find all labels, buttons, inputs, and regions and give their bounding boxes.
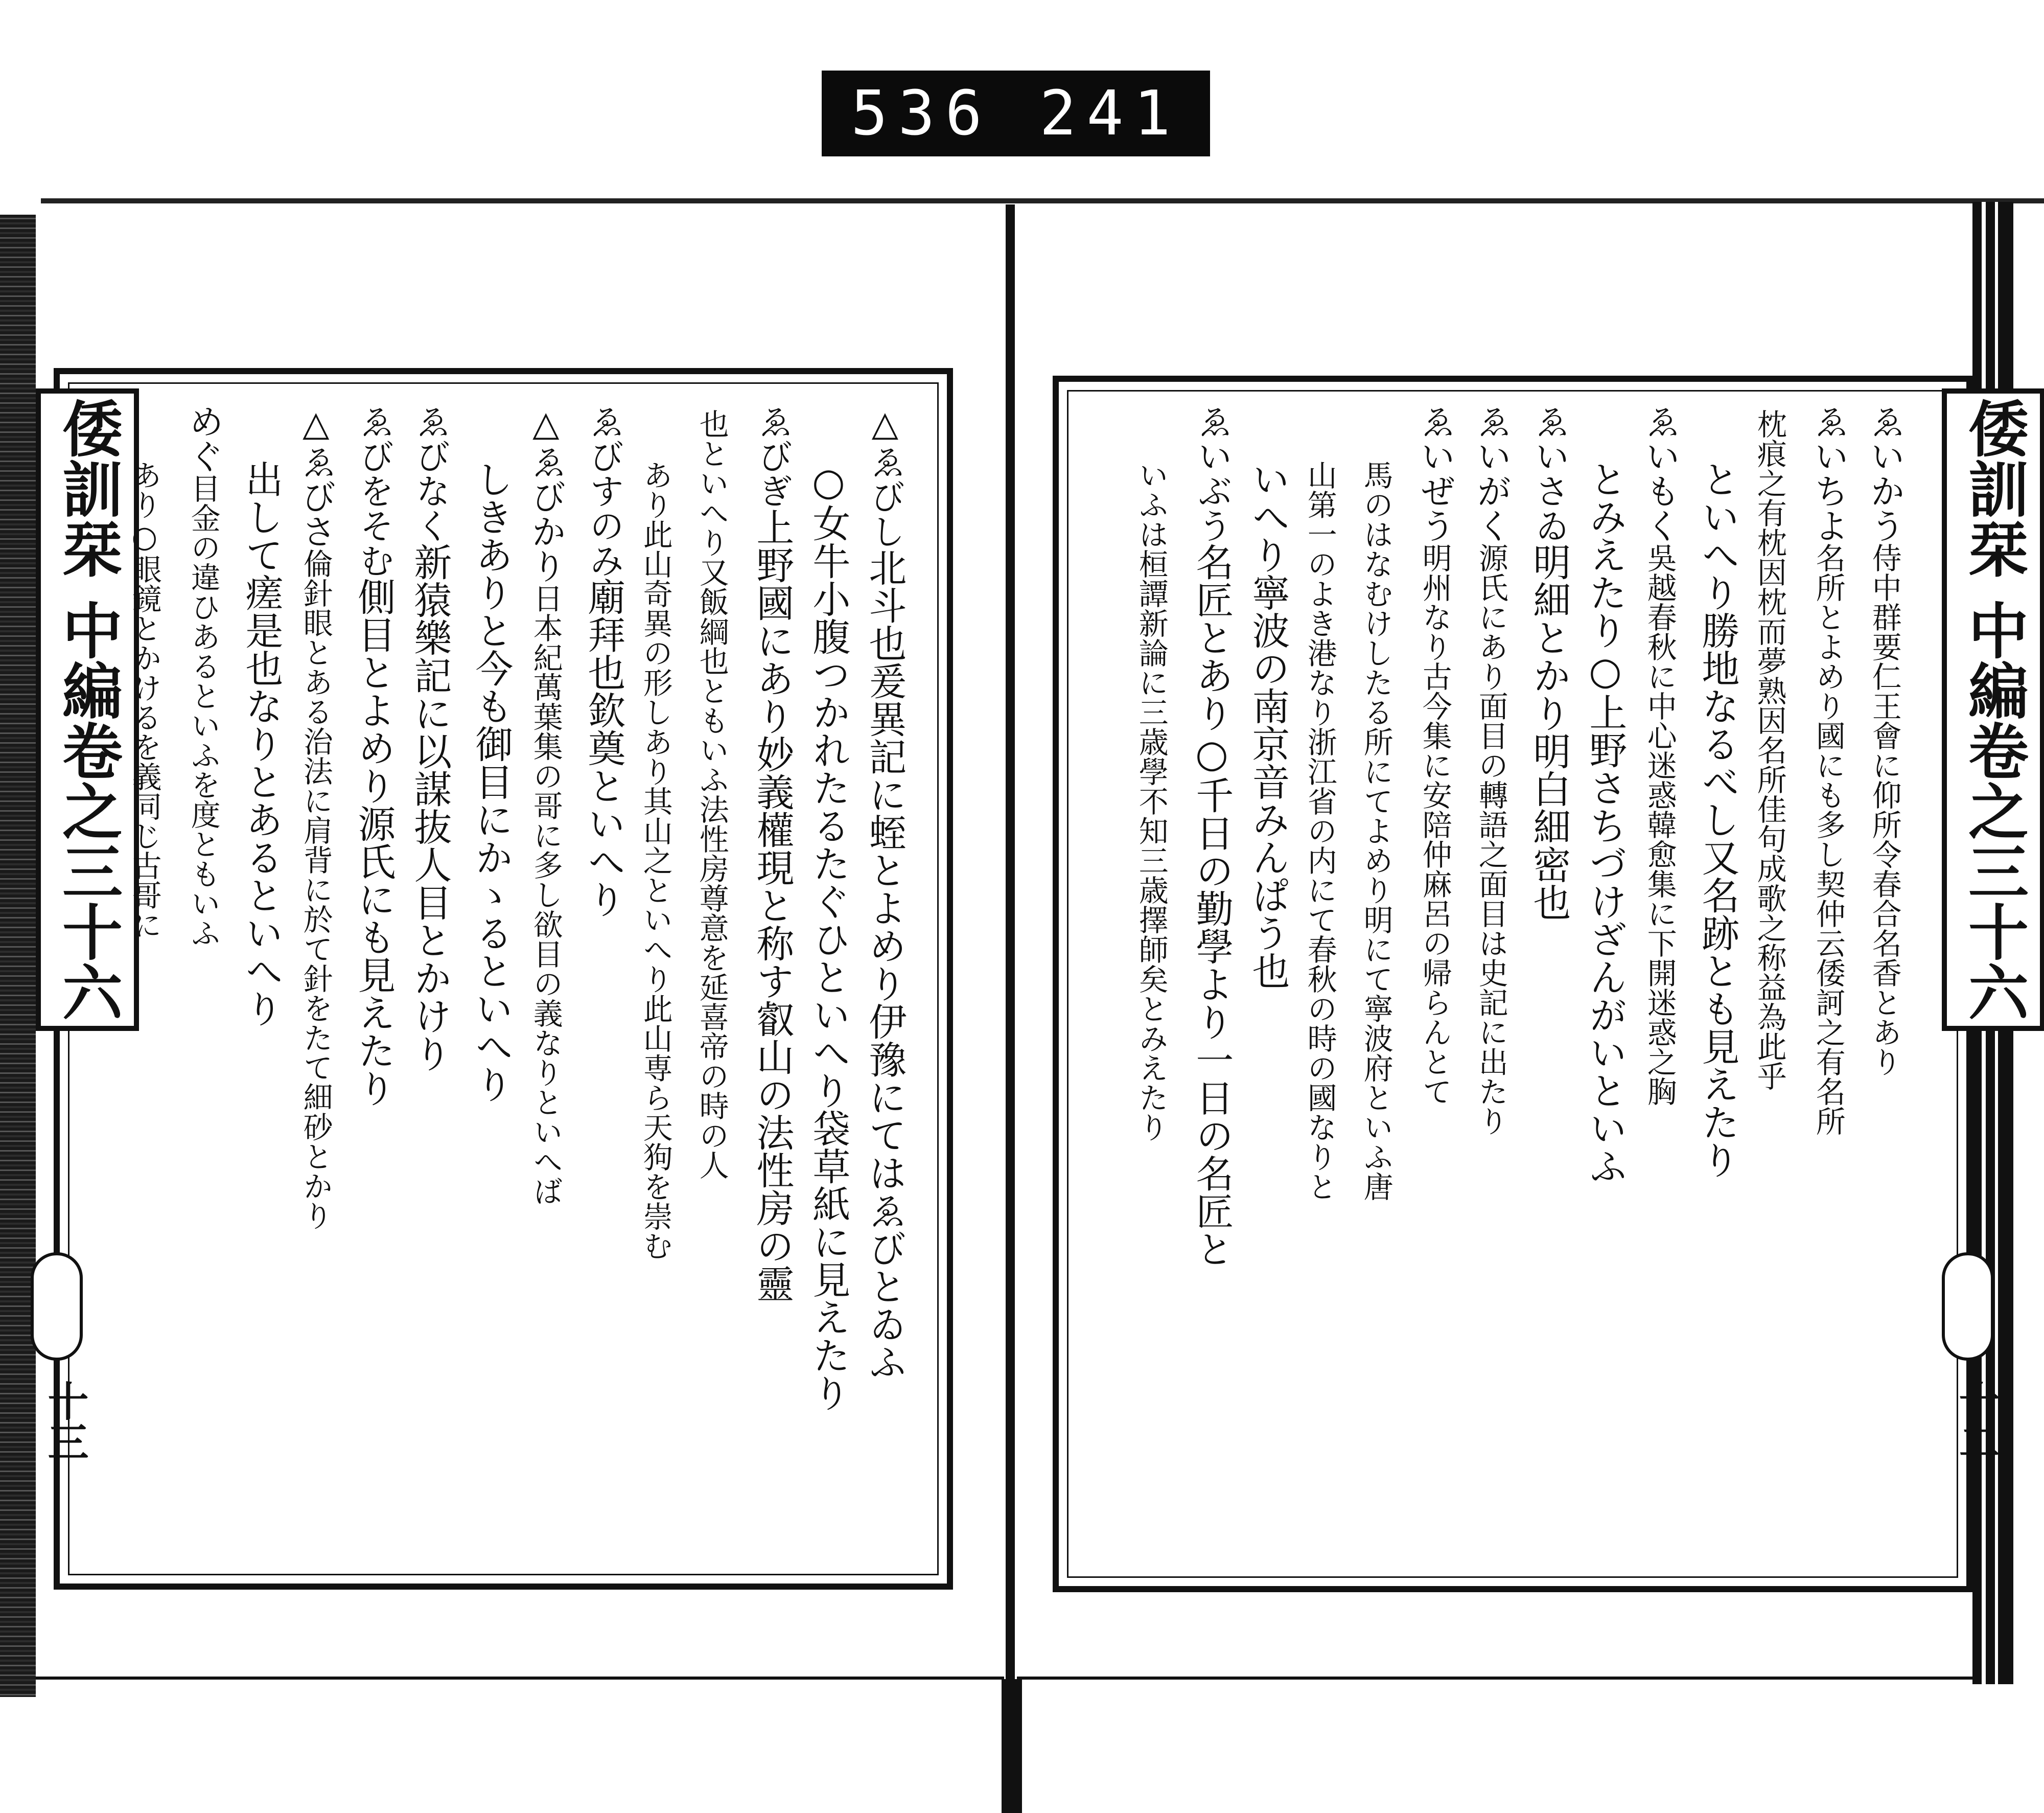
right-col-10: 馬のはなむけしたる所にてよめり明にて寧波府といふ唐 (1358, 460, 1393, 1201)
left-col-1: △ゑびし北斗也爰異記に蛭とよめり伊豫にてはゑびとゐふ (863, 404, 907, 1381)
left-col-7: △ゑびかり日本紀萬葉集の哥に多し欲目の義なりといへば (525, 404, 566, 1206)
left-page-header: 倭訓栞 中編卷之三十六 (36, 388, 139, 1031)
right-col-2: ゑいちよ名所とよめり國にも多し契仲云倭訶之有名所 (1808, 404, 1849, 1136)
left-col-5: あり此山奇異の形しあり其山之といへり此山専ら天狗を崇む (638, 460, 673, 1260)
right-col-13: ゑいぶう名匠とあり○千日の勤學より一日の名匠と (1190, 404, 1234, 1268)
right-col-1: ゑいかう侍中群要仁王會に仰所令春合名香とあり (1864, 404, 1905, 1076)
catalog-number: 536 241 (851, 78, 1181, 149)
left-col-6: ゑびすのみ廟拜也欽奠といへり (582, 404, 626, 918)
right-col-9: ゑいぜう明州なり古今集に安陪仲麻呂の帰らんとて (1414, 404, 1455, 1106)
right-col-8: ゑいがく源氏にあり面目の轉語之面目は史記に出たり (1471, 404, 1512, 1136)
book-spine (1006, 204, 1015, 1687)
left-folio-number: 十三 (41, 1380, 89, 1462)
left-col-11: △ゑびさ倫針眼とある治法に肩背に於て針をたて細砂とかり (295, 404, 336, 1230)
left-col-13: めぐ目金の違ひあるといふを度ともいふ (183, 404, 224, 948)
right-col-3: 枕痕之有枕因枕而夢熟因名所佳句成歌之称益為此乎 (1752, 409, 1787, 1091)
left-col-3: ゑびぎ上野國にあり妙義權現と称す叡山の法性房の靈 (750, 404, 795, 1302)
right-col-7: ゑいさゐ明細とかり明白細密也 (1527, 404, 1571, 921)
left-col-2: ○女牛小腹つかれたるたぐひといへり袋草紙に見えたり (806, 460, 851, 1412)
right-col-4: といへり勝地なるべし又名跡とも見えたり (1695, 460, 1740, 1179)
left-cover-edge (0, 215, 36, 1697)
right-col-14: いふは桓譚新論に三歳學不知三歳擇師矣とみえたり (1133, 460, 1169, 1142)
right-col-5: ゑいもく吳越春秋に中心迷惑韓愈集に下開迷惑之胸 (1639, 404, 1680, 1106)
left-col-8: しきありと今も御目にかゝるといへり (469, 460, 514, 1103)
right-folio-number: 十二 (1952, 1380, 2000, 1462)
left-col-12: 出して瘥是也なりとあるといへり (239, 460, 284, 1027)
book-top-edge (41, 198, 2044, 203)
right-folio-box (1942, 1252, 1994, 1361)
right-col-11: 山第一のよき港なり浙江省の内にて春秋の時の國なりと (1302, 460, 1337, 1201)
right-col-12: いへり寧波の南京音みんぱう也 (1246, 460, 1290, 990)
left-col-9: ゑびなく新猿樂記に以謀抜人目とかけり (408, 404, 452, 1072)
spine-foot (1002, 1679, 1022, 1813)
left-col-14: あり○眼鏡とかけるを義同じ古哥に (127, 460, 162, 939)
catalog-label (822, 71, 1210, 156)
right-col-6: とみえたり○上野さちづけざんがいといふ (1583, 460, 1628, 1185)
left-col-10: ゑびをそむ側目とよめり源氏にも見えたり (352, 404, 396, 1107)
left-folio-box (31, 1252, 83, 1361)
left-col-4: 也といへり又飯綱也ともいふ法性房尊意を延喜帝の時の人 (694, 409, 729, 1180)
right-page-header: 倭訓栞 中編卷之三十六 (1942, 388, 2044, 1031)
